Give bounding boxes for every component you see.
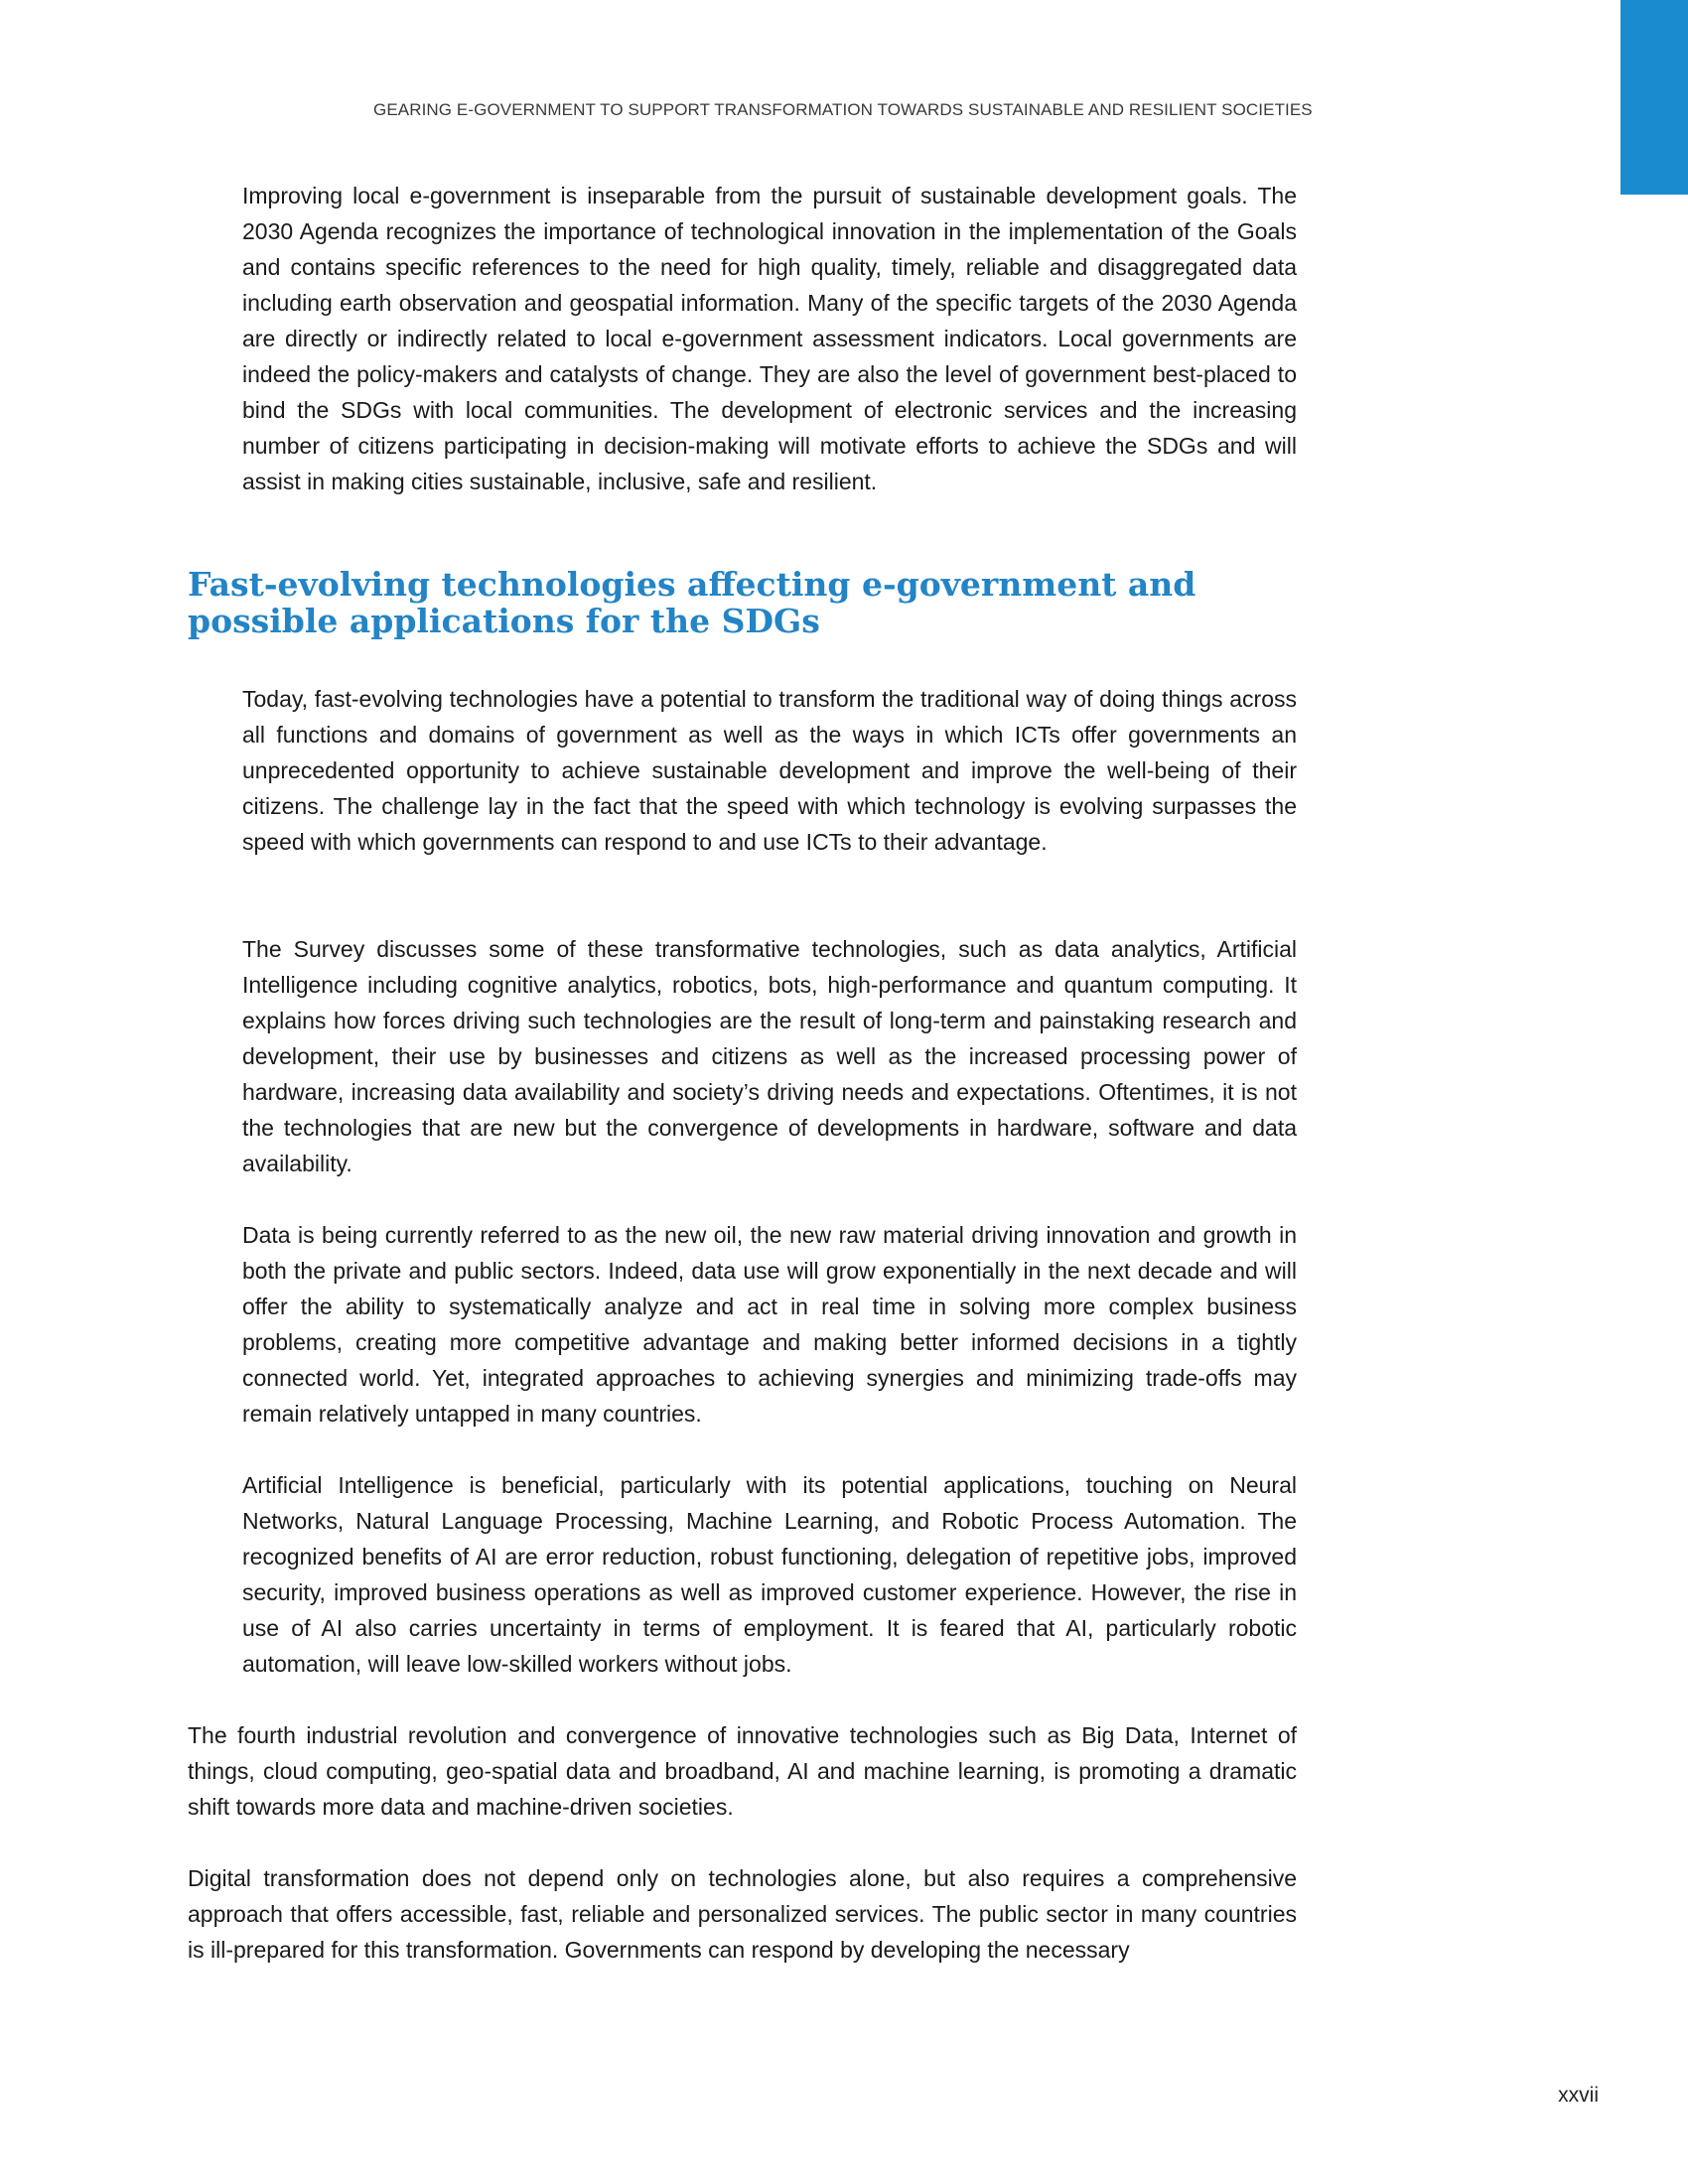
running-header: GEARING E-GOVERNMENT TO SUPPORT TRANSFORMATION TOWARDS SUSTAINABLE AND RESILIENT SOCIETIES [373, 100, 1313, 119]
paragraph-artificial-intelligence: Artificial Intelligence is beneficial, particularly with its potential applications, touching on Neural Networks, Natural Language Processing, Machine Learning, and Robotic Process Automation. The recognized benefits of AI are error reduction, robust functioning, delegation of repetitive jobs, improved security, improved business operations as well as improved customer experience. However, the rise in use of AI also carries uncertainty in terms of employment. It is feared that AI, particularly robotic automation, will leave low-skilled workers without jobs. [242, 1472, 1297, 1677]
paragraph-survey-technologies: The Survey discusses some of these transformative technologies, such as data analytics, Artificial Intelligence including cognitive analytics, robotics, bots, high-performance and quantum computing. It explains how forces driving such technologies are the result of long-term and painstaking research and development, their use by businesses and citizens as well as the increased processing power of hardware, increasing data availability and society’s driving needs and expectations. Oftentimes, it is not the technologies that are new but the convergence of developments in hardware, software and data availability. [242, 936, 1297, 1176]
paragraph-data-new-oil: Data is being currently referred to as the new oil, the new raw material driving innovation and growth in both the private and public sectors. Indeed, data use will grow exponentially in the next decade and will offer the ability to systematically analyze and act in real time in solving more complex business problems, creating more competitive advantage and making better informed decisions in a tightly connected world. Yet, integrated approaches to achieving synergies and minimizing trade-offs may remain relatively untapped in many countries. [242, 1222, 1297, 1427]
chapter-color-tab [1620, 0, 1688, 195]
paragraph-local-egov: Improving local e-government is inseparable from the pursuit of sustainable development goals. The 2030 Agenda recognizes the importance of technological innovation in the implementation of the Goals and contains specific references to the need for high quality, timely, reliable and disaggregated data including earth observation and geospatial information. Many of the specific targets of the 2030 Agenda are directly or indirectly related to local e-government assessment indicators. Local governments are indeed the policy-makers and catalysts of change. They are also the level of government best-placed to bind the SDGs with local communities. The development of electronic services and the increasing number of citizens participating in decision-making will motivate efforts to achieve the SDGs and will assist in making cities sustainable, inclusive, safe and resilient. [242, 183, 1297, 494]
page-number: xxvii [1558, 2084, 1599, 2107]
paragraph-fourth-industrial-revolution: The fourth industrial revolution and convergence of innovative technologies such as Big Data, Internet of things, cloud computing, geo-spatial data and broadband, AI and machine learning, is promoting a dramatic shift towards more data and machine-driven societies. [188, 1722, 1297, 1820]
paragraph-digital-transformation: Digital transformation does not depend only on technologies alone, but also requires a comprehensive approach that offers accessible, fast, reliable and personalized services. The public sector in many countries is ill-prepared for this transformation. Governments can respond by developing the necessary [188, 1865, 1297, 1963]
section-heading: Fast-evolving technologies affecting e-government and possible applications for the SDGs [188, 565, 1196, 640]
paragraph-fast-evolving: Today, fast-evolving technologies have a potential to transform the traditional way of doing things across all functions and domains of government as well as the ways in which ICTs offer governments an unprecedented opportunity to achieve sustainable development and improve the well-being of their citizens. The challenge lay in the fact that the speed with which technology is evolving surpasses the speed with which governments can respond to and use ICTs to their advantage. [242, 686, 1297, 855]
